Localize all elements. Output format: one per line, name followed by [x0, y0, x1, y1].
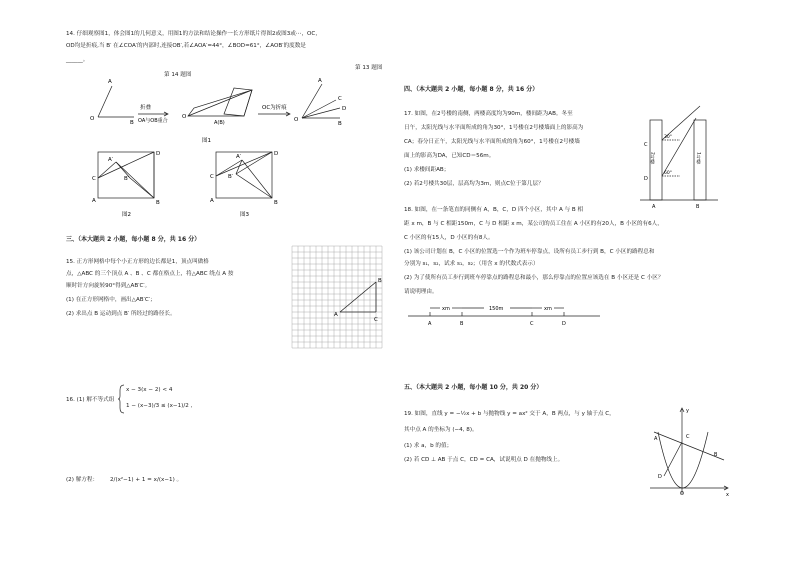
- q17-line1: 17. 如图，在2号楼的南侧，两楼高度均为90m，楼间距为AB。冬至: [404, 111, 573, 117]
- q14-fig1c-label-A: A: [318, 78, 322, 84]
- q16-part2: (2) 解方程：: [66, 477, 99, 483]
- q17-line5: (1) 求楼间距AB；: [404, 167, 450, 173]
- q16-brace: [118, 384, 126, 414]
- q14-fig2-label-Ap: A′: [108, 157, 114, 163]
- q19-label-C: C: [686, 434, 690, 440]
- q14-fold2-label: OC为折痕: [262, 105, 287, 111]
- q17-line3: CA；春分日正午，太阳光线与水平面所成的角为60°，1号楼在2号楼墙: [404, 139, 580, 145]
- q14-fig3-label-Ap: A′: [236, 154, 242, 160]
- q17-building-1: 1号楼: [695, 152, 701, 164]
- q19-line1: 19. 如图，直线 y = −½x + b 与抛物线 y = ax² 交于 A，B 两点，与 y 轴于点 C，: [404, 411, 615, 417]
- q17-label-D: D: [644, 176, 648, 182]
- q14-fig1c-label-B: B: [338, 121, 342, 127]
- q17-angle-60: 60°: [664, 171, 672, 176]
- q14-figure-title: 第 14 题图: [164, 72, 192, 78]
- q18-seg-x2: xm: [544, 306, 552, 312]
- q14-fig2-label-Bp: B′: [124, 176, 130, 182]
- q17-line4: 面上的影高为DA，已知CD＝56m。: [404, 153, 495, 159]
- q14-fig3-label-D: D: [274, 151, 279, 157]
- q14-figure1-row: [84, 74, 384, 154]
- q19-label-B: B: [714, 452, 718, 458]
- q19-label-A: A: [654, 436, 658, 442]
- q19-line2: 其中点 A 的坐标为 (−4, 8)。: [404, 427, 478, 433]
- q18-number-line: [404, 298, 604, 328]
- q17-building-2: 2号楼: [649, 152, 655, 164]
- q19-axis-y: y: [686, 408, 689, 414]
- q15-label-C: C: [374, 317, 378, 323]
- q14-fold-label: 折叠: [140, 105, 152, 111]
- q16-system-eq2: 1 − (x−3)/3 ≤ (x−1)/2 ,: [126, 403, 193, 409]
- q14-fig1b-label-AB: A(B): [214, 120, 225, 126]
- q13-figure-title: 第 13 题图: [355, 65, 383, 71]
- q17-line2: 日午，太阳光线与水平面所成的角为30°，1号楼在2号楼墙面上的影高为: [404, 125, 584, 131]
- q14-fig2-label-B: B: [156, 200, 160, 206]
- q18-line7: 请说明理由。: [404, 289, 438, 295]
- q14-fig3-label-B: B: [274, 200, 278, 206]
- q14-fig3-label-A: A: [210, 198, 214, 204]
- q15-label-B: B: [378, 278, 382, 284]
- q19-parabola-figure: [648, 404, 732, 496]
- q19-label-D: D: [658, 474, 662, 480]
- q14-fig3-label-C: C: [210, 174, 214, 180]
- q19-axis-x: x: [726, 492, 729, 498]
- q18-line5: 分别为 s₁，s₂，试求 s₁，s₂；（用含 x 的代数式表示）: [404, 261, 539, 267]
- q14-fig1b-label-O: O: [182, 114, 187, 120]
- q14-line1: 14. 仔细观察图1，体会图1的几何意义，用图1的方法和结论操作一长方形纸片得图2或图3或⋯，OC，: [66, 31, 321, 37]
- q18-seg-150: 150m: [489, 306, 504, 312]
- q14-fig1c-label-O: O: [294, 117, 299, 123]
- section-4-header: 四、（本大题共 2 小题，每小题 8 分，共 16 分）: [404, 86, 539, 93]
- q14-line2: OD均是折痕,当 B′ 在∠COA′的内部时,连接OB′,若∠AOA′=44°，∠BOD=61°，∠AOB′的度数是: [66, 43, 306, 49]
- q15-label-A: A: [334, 312, 338, 318]
- q18-seg-x1: xm: [442, 306, 450, 312]
- q14-fig1c-label-C: C: [338, 96, 342, 102]
- q14-fig2-caption: 图2: [122, 212, 131, 218]
- q14-fold-sub: OA与OB重合: [138, 118, 168, 124]
- q17-buildings-figure: [640, 104, 720, 210]
- q15-line2: 点，△ABC 的三个顶点 A 、B 、C 都在格点上，将△ABC 绕点 A 按: [66, 271, 234, 277]
- q18-line6: (2) 为了使所有员工步行到班车停靠点的路程总和最小，那么停靠点的位置应该选在 B 小区还是 C 小区？: [404, 275, 664, 281]
- q15-line1: 15. 正方形网格中每个小正方形的边长都是1，顶点叫做格: [66, 259, 209, 265]
- q16-equation: 2/(x²−1) + 1 = x/(x−1) 。: [110, 477, 183, 483]
- q17-line6: (2) 若2号楼共30层，层高均为3m，则点C位于第几层？: [404, 181, 544, 187]
- q16-system-eq1: x − 3(x − 2) < 4: [126, 387, 173, 393]
- q17-label-B: B: [696, 204, 700, 210]
- q19-line4: (2) 若 CD ⊥ AB 于点 C，CD = CA，试说明点 D 在抛物线上。: [404, 457, 564, 463]
- q19-line3: (1) 求 a，b 的值；: [404, 443, 453, 449]
- q14-fig1-label-A: A: [108, 79, 112, 85]
- q14-fig1c-label-D: D: [342, 106, 347, 112]
- q17-angle-30: 30°: [664, 135, 672, 140]
- q15-line4: (1) 在正方形网格中，画出△AB′C′；: [66, 297, 156, 303]
- q18-label-A: A: [428, 321, 432, 327]
- q14-fig2-label-A: A: [92, 198, 96, 204]
- q18-label-B: B: [460, 321, 464, 327]
- q14-fig3-label-Bp: B′: [228, 174, 234, 180]
- q18-line2: 距 x m，B 与 C 相距150m，C 与 D 相距 x m，某公司的员工住在 A 小区的有20人，B 小区的有6人，: [404, 221, 663, 227]
- q19-label-O: O: [680, 491, 684, 497]
- q15-line5: (2) 求出点 B 运动到点 B′ 所经过的路径长。: [66, 311, 176, 317]
- q14-fig1-label-O: O: [90, 116, 95, 122]
- q17-label-C: C: [644, 142, 648, 148]
- q14-figure2-3: [90, 148, 290, 220]
- section-5-header: 五、（本大题共 2 小题，每小题 10 分，共 20 分）: [404, 384, 543, 391]
- q14-line3: ______。: [66, 57, 89, 63]
- q18-label-C: C: [530, 321, 534, 327]
- q18-line4: (1) 该公司计划在 B，C 小区的位置选一个作为班车停靠点，设所有员工步行到 B，C 小区的路程总和: [404, 249, 655, 255]
- q17-label-A: A: [652, 204, 656, 210]
- q18-label-D: D: [562, 321, 566, 327]
- q15-square-grid: [292, 246, 388, 356]
- q16-part1: 16. (1) 解不等式组: [66, 397, 115, 403]
- section-3-header: 三、（本大题共 2 小题，每小题 8 分，共 16 分）: [66, 236, 201, 243]
- q14-fig2-label-C: C: [92, 176, 96, 182]
- q14-fig1-label-B: B: [130, 120, 134, 126]
- q14-fig3-caption: 图3: [240, 212, 249, 218]
- q18-line3: C 小区的有15人，D 小区的有8人。: [404, 235, 494, 241]
- q18-line1: 18. 如图，在一条笔直的同侧有 A，B，C，D 四个小区，其中 A 与 B 相: [404, 207, 584, 213]
- q14-fig1-caption: 图1: [202, 138, 211, 144]
- q15-line3: 顺时针方向旋转90°得到△AB′C′。: [66, 283, 151, 289]
- q14-fig2-label-D: D: [156, 151, 161, 157]
